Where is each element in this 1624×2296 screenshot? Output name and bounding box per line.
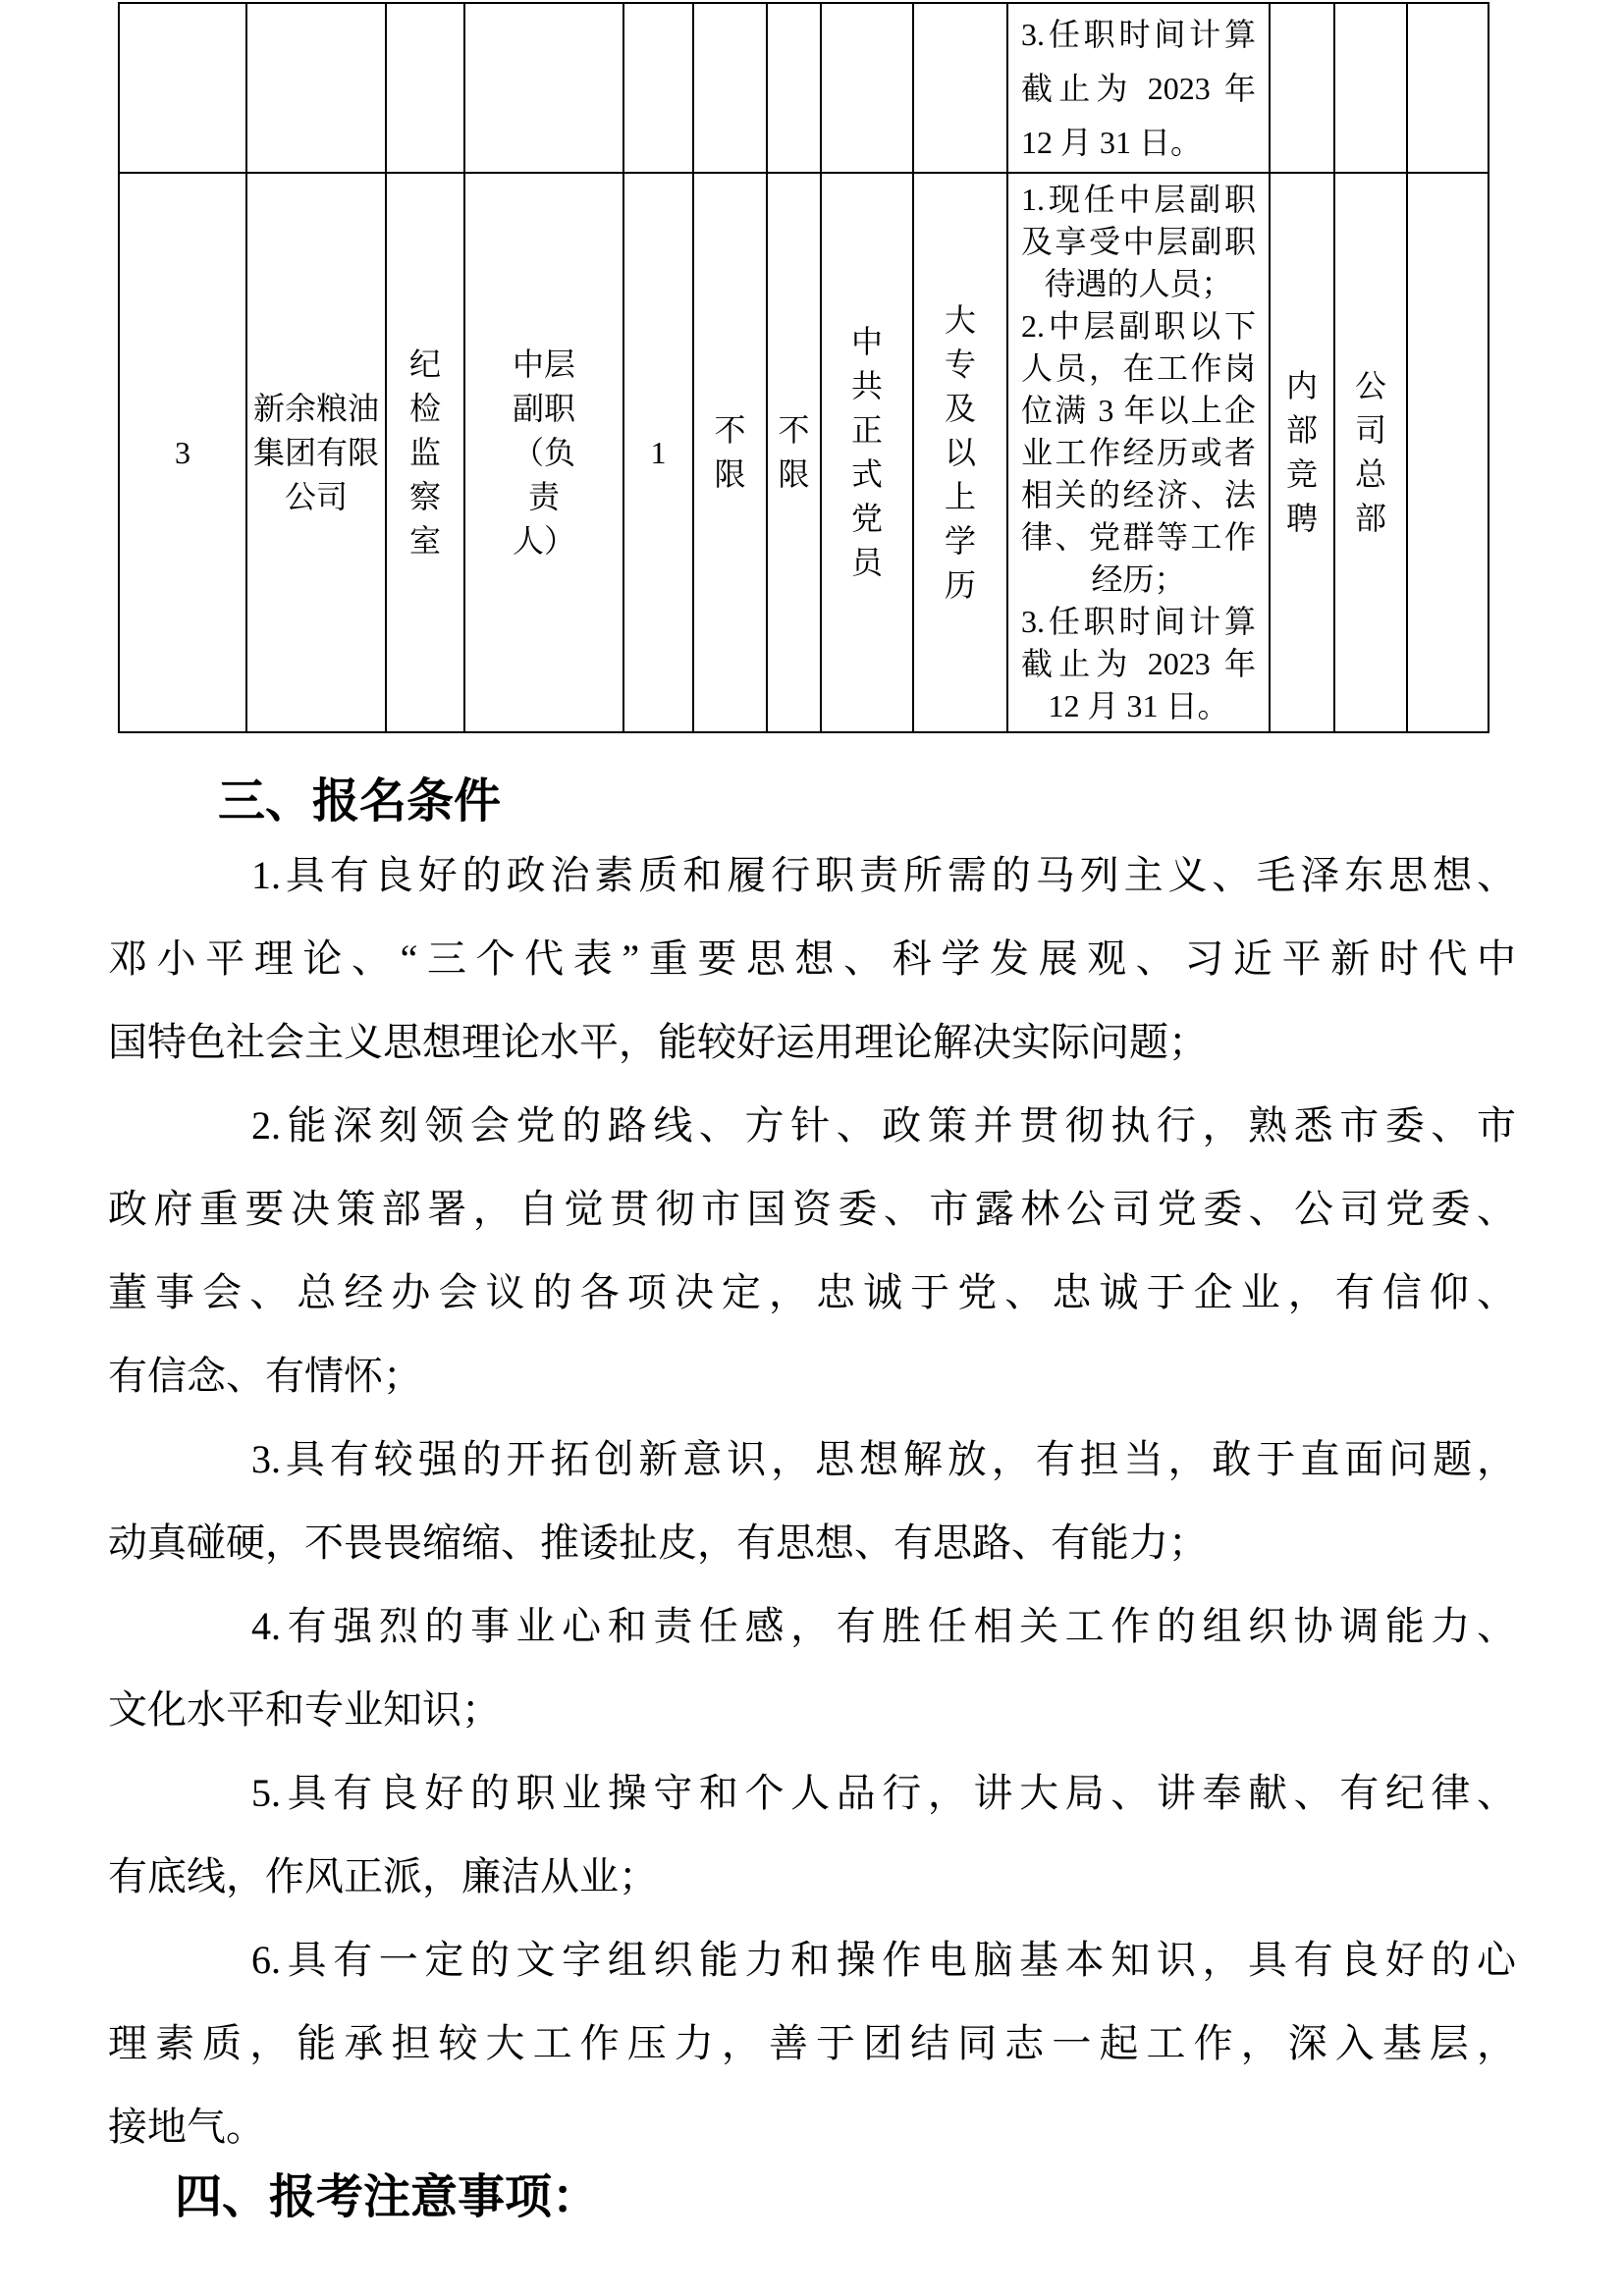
paragraph-3-line: 动真碰硬，不畏畏缩缩、推诿扯皮，有思想、有思路、有能力； xyxy=(108,1521,1208,1565)
paragraph-1 xyxy=(108,833,1516,1084)
work-location: 公司总部 xyxy=(1354,368,1386,536)
empty-cell xyxy=(1407,173,1489,732)
requirement-item: 3.任职时间计算截止为 2023 年 12 月 31 日。 xyxy=(1021,603,1256,723)
paragraph-6-line: 接地气。 xyxy=(108,2105,265,2149)
document-body xyxy=(108,774,1516,2225)
recruitment-positions-table xyxy=(118,2,1489,733)
paragraph-5 xyxy=(108,1751,1516,1918)
empty-cell xyxy=(1334,3,1407,173)
paragraph-6 xyxy=(108,1918,1516,2168)
paragraph-5-line: 5.具有良好的职业操守和个人品行，讲大局、讲奉献、有纪律、 xyxy=(251,1771,1516,1815)
conditions-paragraphs xyxy=(108,833,1516,2168)
paragraph-2-line: 政府重要决策部署，自觉贯彻市国资委、市露林公司党委、公司党委、 xyxy=(108,1187,1516,1231)
political-status: 中共正式党员 xyxy=(850,324,883,580)
paragraph-5-line: 有底线，作风正派，廉洁从业； xyxy=(108,1854,658,1898)
cell-political-status xyxy=(821,173,913,732)
cell-work-location xyxy=(1334,173,1407,732)
empty-cell xyxy=(1270,3,1334,173)
position-name: 中层副职（负责人） xyxy=(512,346,575,559)
paragraph-1-line: 国特色社会主义思想理论水平，能较好运用理论解决实际问题； xyxy=(108,1020,1208,1064)
paragraph-4-line: 文化水平和专业知识； xyxy=(108,1687,501,1732)
empty-cell xyxy=(821,3,913,173)
empty-cell xyxy=(386,3,464,173)
section-heading-3: 三、报名条件 xyxy=(218,775,502,828)
empty-cell xyxy=(1407,3,1489,173)
empty-cell xyxy=(767,3,821,173)
recruit-mode: 内部竞聘 xyxy=(1285,368,1318,536)
table-row-continuation xyxy=(119,3,1489,173)
empty-cell xyxy=(913,3,1007,173)
paragraph-2-line: 有信念、有情怀； xyxy=(108,1354,422,1398)
section-heading-4: 四、报考注意事项： xyxy=(175,2171,600,2223)
cell-headcount: 1 xyxy=(623,173,693,732)
education-requirement: 大专及以上学历 xyxy=(944,301,976,603)
paragraph-4 xyxy=(108,1584,1516,1751)
paragraph-2-line: 2.能深刻领会党的路线、方针、政策并贯彻执行，熟悉市委、市 xyxy=(251,1103,1516,1148)
empty-cell xyxy=(623,3,693,173)
cell-company xyxy=(246,173,386,732)
cell-requirements-continued: 3.任职时间计算截止为 2023 年 12 月 31 日。 xyxy=(1007,3,1270,173)
paragraph-2 xyxy=(108,1084,1516,1417)
cell-department xyxy=(386,173,464,732)
paragraph-3 xyxy=(108,1417,1516,1584)
paragraph-4-line: 4.有强烈的事业心和责任感，有胜任相关工作的组织协调能力、 xyxy=(251,1604,1516,1648)
requirement-item: 2.中层副职以下人员，在工作岗位满 3 年以上企业工作经历或者相关的经济、法律、党群等工作经历； xyxy=(1021,307,1256,597)
paragraph-1-line: 邓小平理论、“三个代表”重要思想、科学发展观、习近平新时代中 xyxy=(108,936,1516,981)
paragraph-6-line: 6.具有一定的文字组织能力和操作电脑基本知识，具有良好的心 xyxy=(251,1938,1516,1982)
gender-limit: 不限 xyxy=(714,412,746,492)
cell-seq: 3 xyxy=(119,173,246,732)
age-limit: 不限 xyxy=(778,412,810,492)
company-name: 新余粮油集团有限公司 xyxy=(252,390,379,514)
cell-education xyxy=(913,173,1007,732)
empty-cell xyxy=(119,3,246,173)
table-row-position-3 xyxy=(119,173,1489,732)
empty-cell xyxy=(246,3,386,173)
empty-cell xyxy=(693,3,767,173)
cell-position xyxy=(464,173,623,732)
department-name: 纪检监察室 xyxy=(408,346,441,559)
cell-requirements xyxy=(1007,173,1270,732)
paragraph-3-line: 3.具有较强的开拓创新意识，思想解放，有担当，敢于直面问题， xyxy=(251,1437,1516,1481)
cell-age-limit xyxy=(767,173,821,732)
requirement-item: 1.现任中层副职及享受中层副职待遇的人员； xyxy=(1021,181,1256,301)
empty-cell xyxy=(464,3,623,173)
cell-gender-limit xyxy=(693,173,767,732)
paragraph-1-line: 1.具有良好的政治素质和履行职责所需的马列主义、毛泽东思想、 xyxy=(251,853,1516,897)
cell-recruit-mode xyxy=(1270,173,1334,732)
paragraph-6-line: 理素质，能承担较大工作压力，善于团结同志一起工作，深入基层， xyxy=(108,2021,1516,2065)
paragraph-2-line: 董事会、总经办会议的各项决定，忠诚于党、忠诚于企业，有信仰、 xyxy=(108,1270,1516,1314)
